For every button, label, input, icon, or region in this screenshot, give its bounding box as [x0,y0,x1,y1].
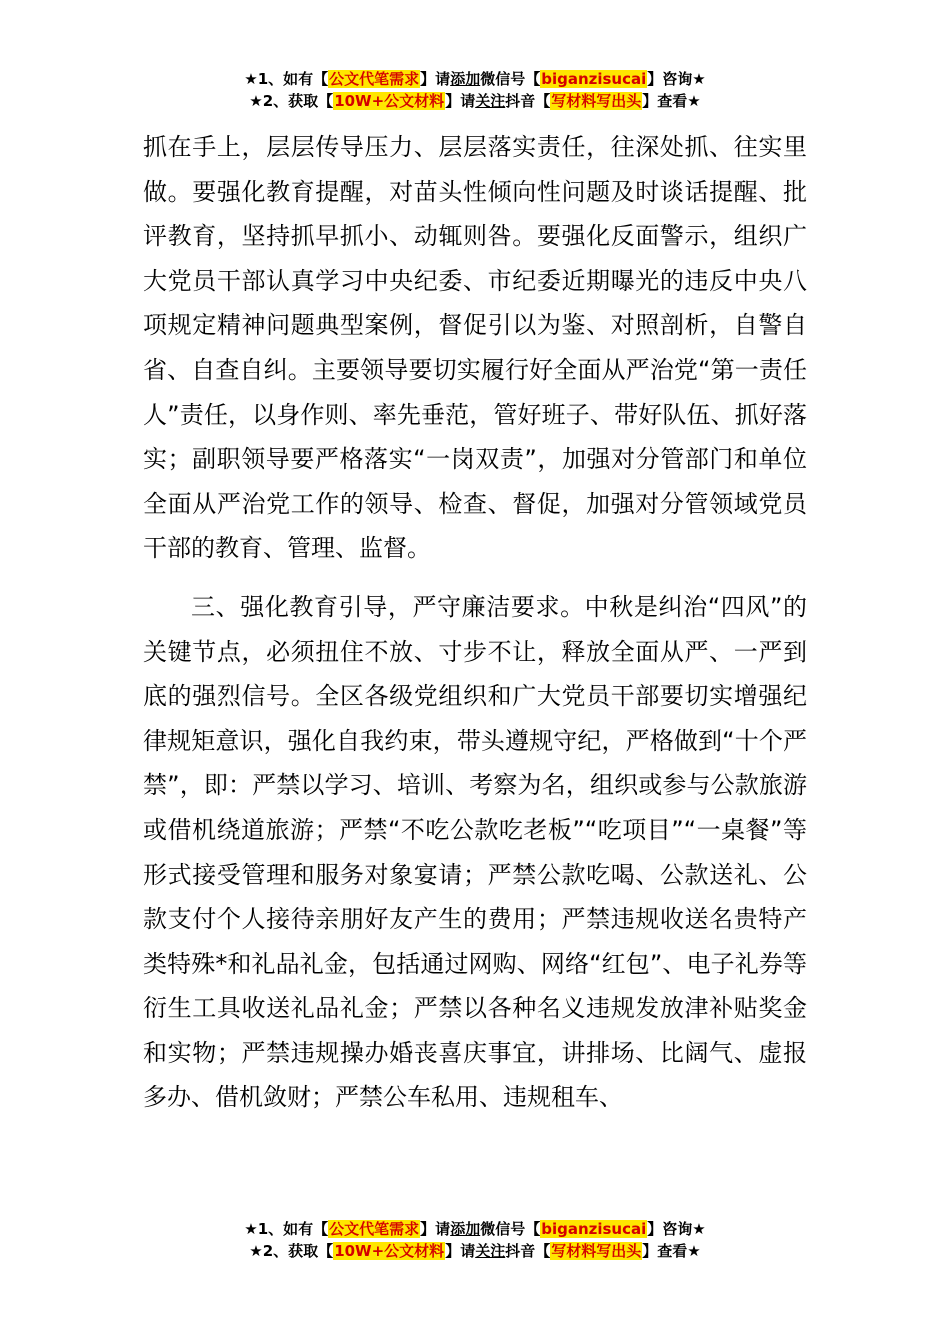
banner-line-1 [0,68,950,90]
paragraph: 三、强化教育引导，严守廉洁要求。中秋是纠治“四风”的关键节点，必须扭住不放、寸步不让，释放全面从严、一严到底的强烈信号。全区各级党组织和广大党员干部要切实增强纪律规矩意识，强化自我约束，带头遵规守纪，严格做到“十个严禁”，即：严禁以学习、培训、考察为名，组织或参与公款旅游或借机绕道旅游；严禁“不吃公款吃老板”“吃项目”“一桌餐”等形式接受管理和服务对象宴请；严禁公款吃喝、公款送礼、公款支付个人接待亲朋好友产生的费用；严禁违规收送名贵特产类特殊*和礼品礼金，包括通过网购、网络“红包”、电子礼券等衍生工具收送礼品礼金；严禁以各种名义违规发放津补贴奖金和实物；严禁违规操办婚丧喜庆事宜，讲排场、比阔气、虚报多办、借机敛财；严禁公车私用、违规租车、 [143,592,807,1112]
banner-line-2 [0,90,950,112]
banner-underlined: 关注 [475,92,506,110]
banner-text: 】咨询★ [647,1220,706,1238]
banner-highlight: 公文代笔需求 [329,1220,420,1238]
banner-text: 】请 [420,70,451,88]
banner-highlight: 10W+公文材料 [334,1242,445,1260]
banner-text: 微信号【 [480,1220,541,1238]
banner-line-1 [0,1218,950,1240]
banner-highlight: 写材料写出头 [551,92,642,110]
banner-underlined: 添加 [450,1220,481,1238]
paragraph: 抓在手上，层层传导压力、层层落实责任，往深处抓、往实里做。要强化教育提醒，对苗头性倾向性问题及时谈话提醒、批评教育，坚持抓早抓小、动辄则咎。要强化反面警示，组织广大党员干部认真学习中央纪委、市纪委近期曝光的违反中央八项规定精神问题典型案例，督促引以为鉴、对照剖析，自警自省、自查自纠。主要领导要切实履行好全面从严治党“第一责任人”责任，以身作则、率先垂范，管好班子、带好队伍、抓好落实；副职领导要严格落实“一岗双责”，加强对分管部门和单位全面从严治党工作的领导、检查、督促，加强对分管领域党员干部的教育、管理、监督。 [143,133,807,563]
banner-text: 】请 [420,1220,451,1238]
banner-text: ★2、获取【 [249,1242,334,1260]
banner-text: 微信号【 [480,70,541,88]
banner-text: 】请 [445,92,476,110]
footer-banner [0,1218,950,1262]
banner-text: 】查看★ [642,92,701,110]
banner-text: 】查看★ [642,1242,701,1260]
banner-text: ★1、如有【 [244,1220,329,1238]
banner-highlight: 公文代笔需求 [329,70,420,88]
banner-underlined: 添加 [450,70,481,88]
banner-text: 抖音【 [505,92,551,110]
document-body [143,125,807,1120]
banner-highlight: biganzisucai [541,1220,647,1238]
banner-line-2 [0,1240,950,1262]
banner-underlined: 关注 [475,1242,506,1260]
banner-highlight: 10W+公文材料 [334,92,445,110]
banner-text: ★2、获取【 [249,92,334,110]
banner-text: 抖音【 [505,1242,551,1260]
banner-text: ★1、如有【 [244,70,329,88]
banner-highlight: 写材料写出头 [551,1242,642,1260]
banner-text: 】请 [445,1242,476,1260]
banner-highlight: biganzisucai [541,70,647,88]
banner-text: 】咨询★ [647,70,706,88]
header-banner [0,68,950,112]
